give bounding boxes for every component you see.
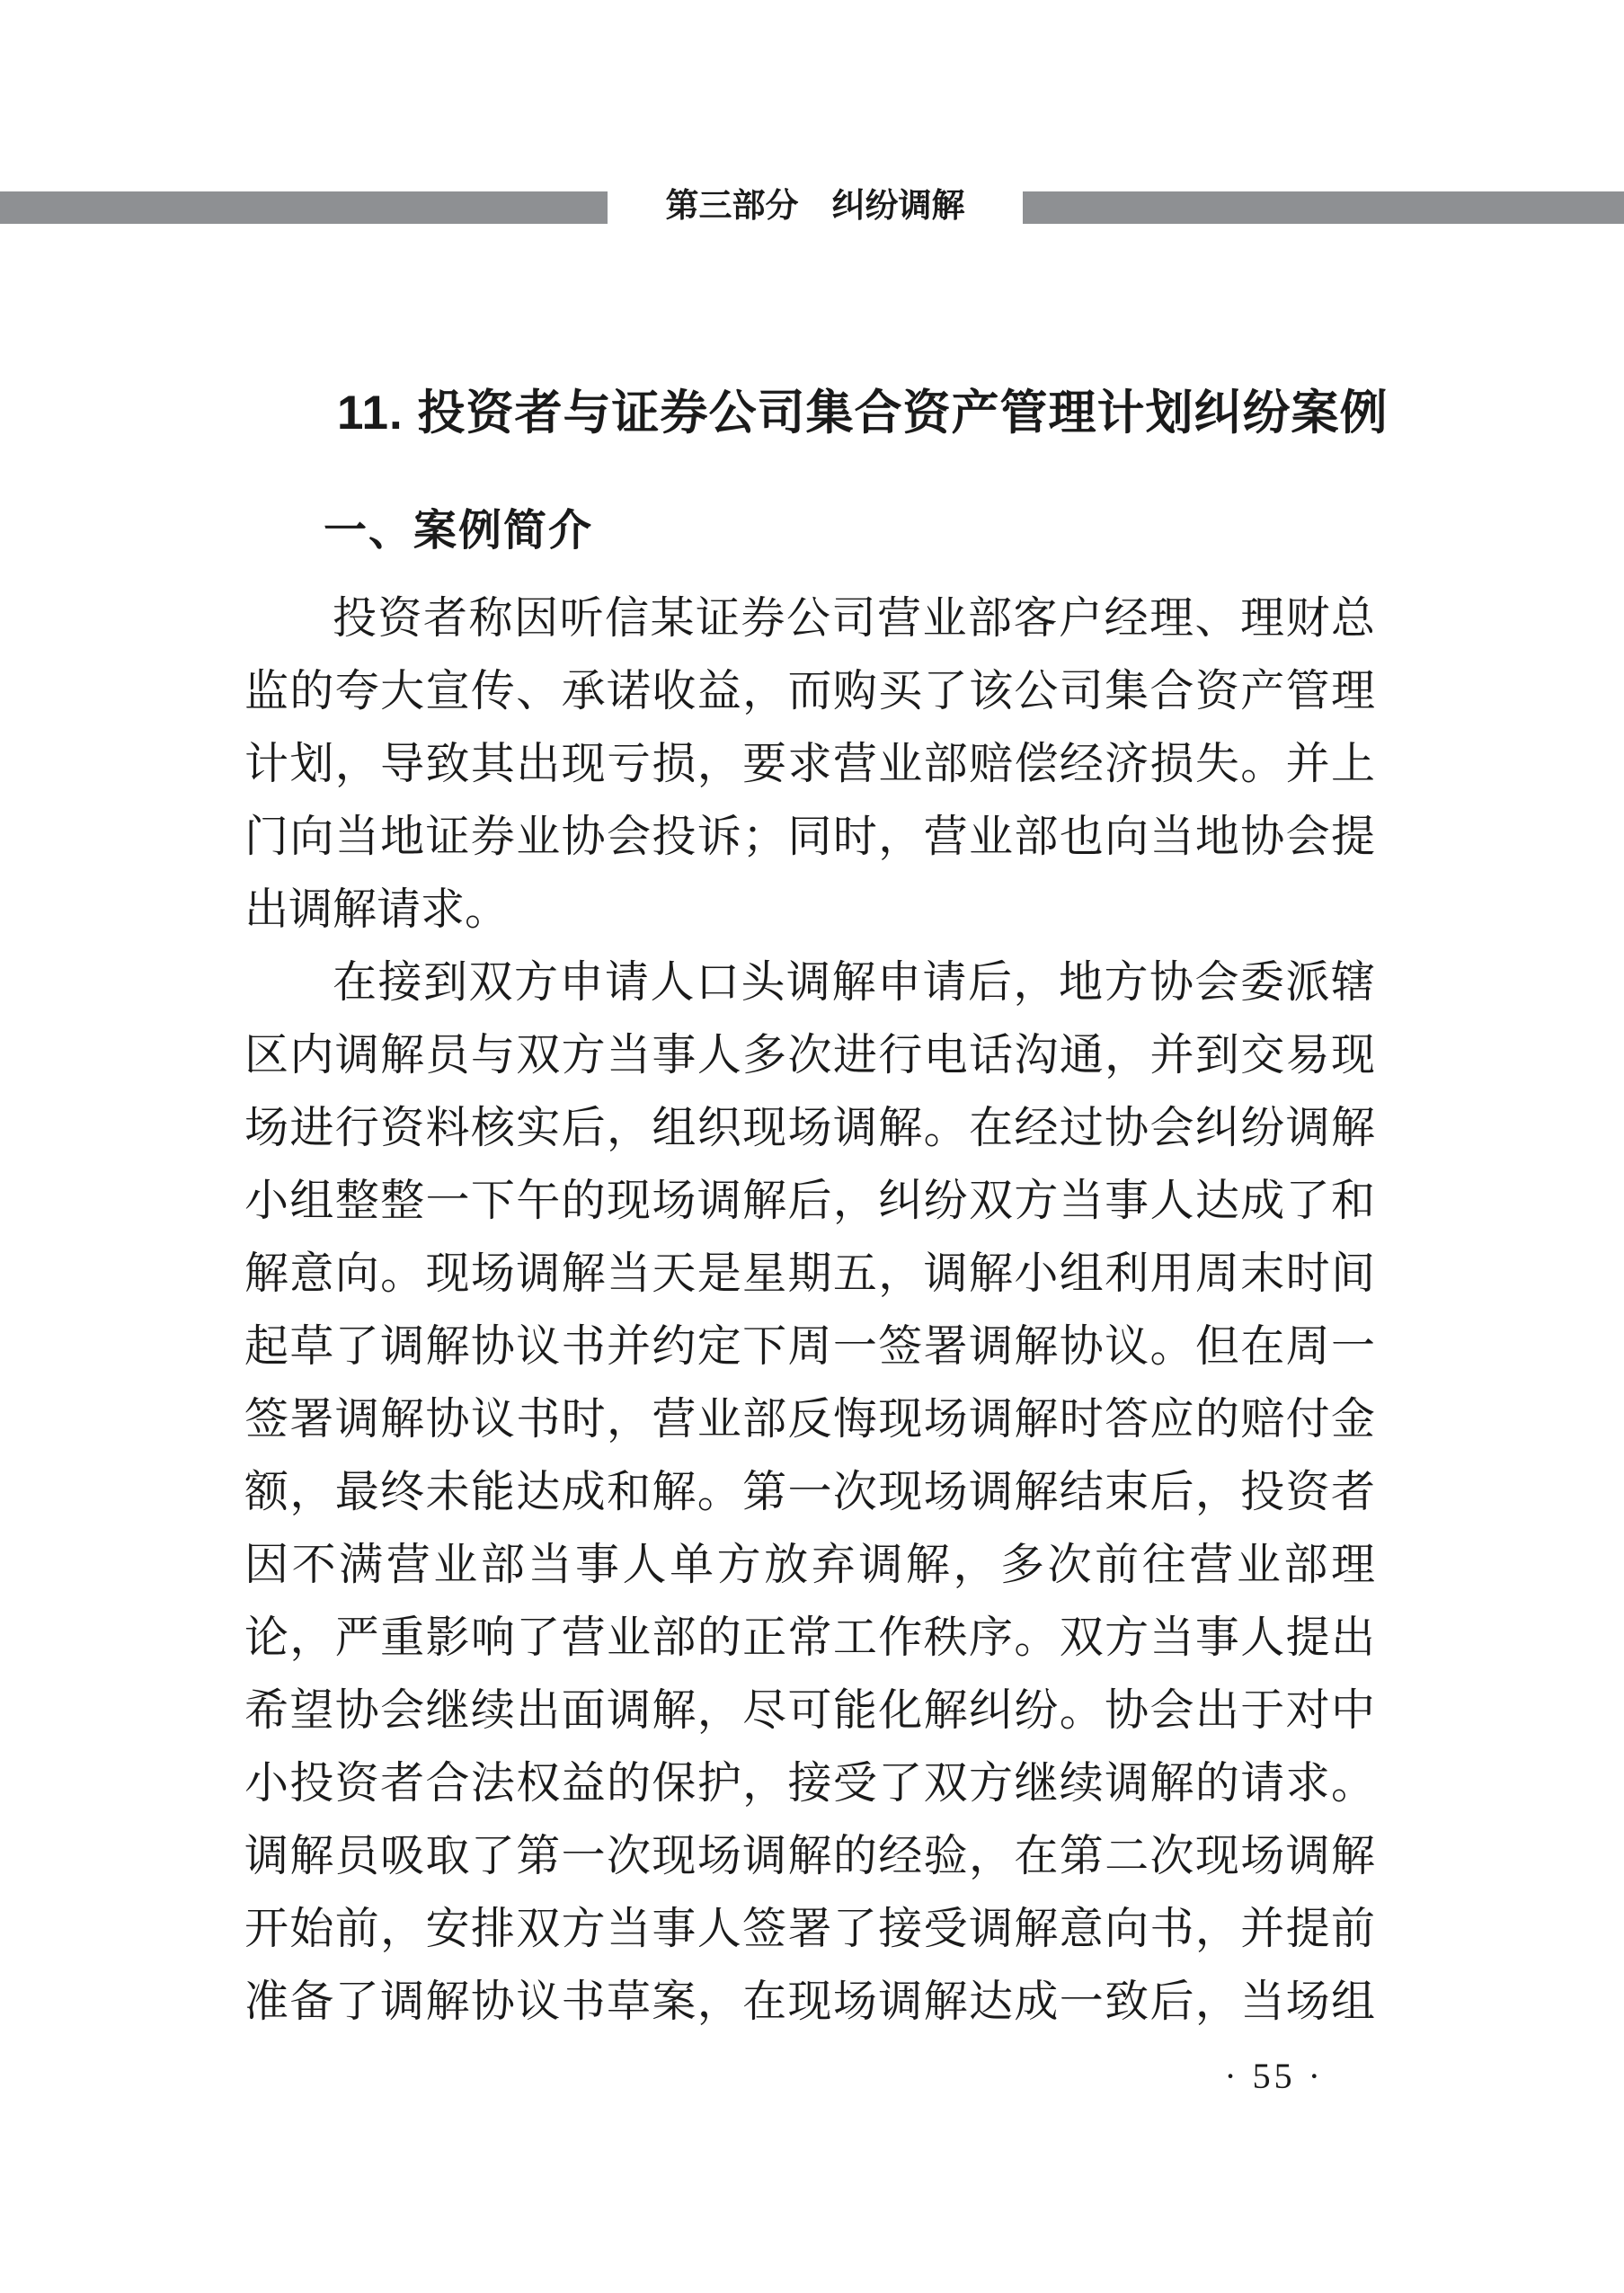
text-line: 出调解请求。 (244, 884, 510, 934)
page-number: · 55 · (1224, 2056, 1324, 2096)
text-line: 准备了调解协议书草案，在现场调解达成一致后，当场组 (244, 1977, 1375, 2026)
text-line: 因不满营业部当事人单方放弃调解，多次前往营业部理 (244, 1540, 1375, 1589)
running-head (0, 188, 1624, 225)
text-line: 监的夸大宣传、承诺收益，而购买了该公司集合资产管理 (244, 666, 1375, 715)
header-bar-left (0, 191, 608, 224)
text-line: 额，最终未能达成和解。第一次现场调解结束后，投资者 (244, 1467, 1375, 1516)
text-line: 投资者称因听信某证券公司营业部客户经理、理财总 (333, 593, 1375, 643)
text-line: 场进行资料核实后，组织现场调解。在经过协会纠纷调解 (244, 1103, 1375, 1152)
text-line: 门向当地证券业协会投诉；同时，营业部也向当地协会提 (244, 812, 1375, 861)
text-line: 调解员吸取了第一次现场调解的经验，在第二次现场调解 (244, 1831, 1375, 1880)
text-line: 论，严重影响了营业部的正常工作秩序。双方当事人提出 (244, 1613, 1375, 1662)
text-line: 区内调解员与双方当事人多次进行电话沟通，并到交易现 (244, 1030, 1375, 1080)
text-line: 开始前，安排双方当事人签署了接受调解意向书，并提前 (244, 1904, 1375, 1953)
section-heading: 一、案例简介 (324, 507, 594, 555)
running-head-title: 第三部分 纠纷调解 (665, 188, 965, 225)
text-line: 计划，导致其出现亏损，要求营业部赔偿经济损失。并上 (244, 739, 1375, 788)
text-line: 希望协会继续出面调解，尽可能化解纠纷。协会出于对中 (244, 1685, 1375, 1735)
header-bar-right (1023, 191, 1624, 224)
text-line: 起草了调解协议书并约定下周一签署调解协议。但在周一 (244, 1321, 1375, 1371)
body-text (244, 582, 1375, 2038)
text-line: 小组整整一下午的现场调解后，纠纷双方当事人达成了和 (244, 1176, 1375, 1225)
text-line: 解意向。现场调解当天是星期五，调解小组利用周末时间 (244, 1249, 1375, 1298)
text-line: 签署调解协议书时，营业部反悔现场调解时答应的赔付金 (244, 1394, 1375, 1444)
text-line: 在接到双方申请人口头调解申请后，地方协会委派辖 (333, 957, 1375, 1007)
chapter-title: 11. 投资者与证券公司集合资产管理计划纠纷案例 (337, 387, 1389, 440)
text-line: 小投资者合法权益的保护，接受了双方继续调解的请求。 (244, 1758, 1375, 1808)
